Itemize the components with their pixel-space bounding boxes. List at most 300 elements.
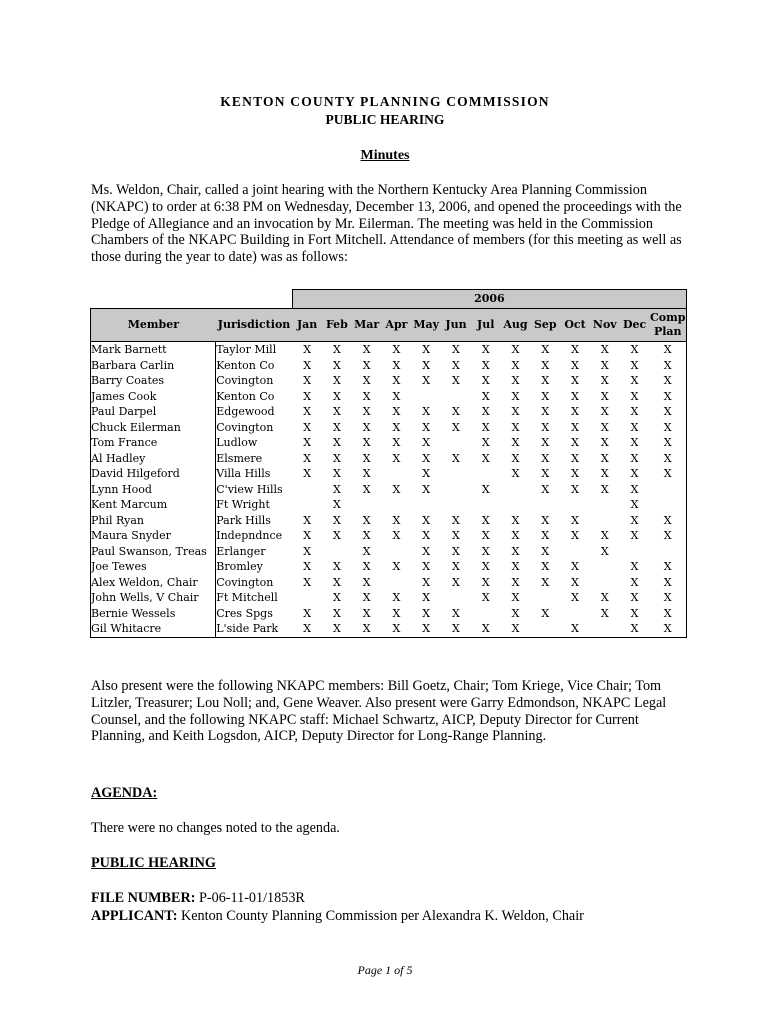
attendance-mark-cell: X [630,451,639,465]
attendance-mark-cell [411,497,441,513]
attendance-mark-cell: X [452,560,460,573]
attendance-mark-cell: X [422,358,431,372]
attendance-mark-cell: X [392,374,401,387]
attendance-mark-cell [530,621,560,637]
attendance-mark-cell: X [452,606,460,620]
attendance-mark-cell: X [332,467,341,480]
page-footer: Page 1 of 5 [357,963,413,977]
attendance-mark-cell: X [392,420,401,434]
member-name-cell: Lynn Hood [91,482,216,498]
attendance-mark-cell: X [630,420,639,434]
jurisdiction-cell: L'side Park [216,621,293,637]
attendance-mark-cell: X [630,575,639,589]
table-row [91,590,687,606]
attendance-mark-cell: X [541,343,550,356]
comp-plan-column-header [649,309,686,342]
attendance-mark-cell: X [649,373,686,389]
attendance-mark-cell: X [481,591,490,604]
attendance-mark-cell: X [571,575,579,589]
attendance-mark-cell: X [422,544,431,558]
attendance-mark-cell: X [392,591,401,604]
attendance-mark-cell: X [332,420,341,434]
attendance-mark-cell: X [600,374,609,387]
attendance-mark-cell: X [600,343,609,356]
table-row [91,621,687,637]
attendance-mark-cell: X [511,591,520,604]
attendance-mark-cell: X [362,560,371,573]
attendance-mark-cell: X [541,405,550,418]
attendance-mark-cell: X [332,451,341,465]
attendance-mark-cell: X [422,436,431,449]
attendance-mark-cell: X [422,560,431,573]
attendance-mark-cell [292,590,322,606]
attendance-mark-cell: X [571,358,579,372]
attendance-mark-cell [441,482,471,498]
attendance-mark-cell: X [571,451,579,465]
attendance-mark-cell: X [649,590,686,606]
jurisdiction-cell: Ludlow [216,435,293,451]
attendance-mark-cell: X [392,482,401,496]
attendance-mark-cell: X [303,405,312,418]
attendance-mark-cell: X [332,405,341,418]
attendance-mark-cell: X [600,482,609,496]
jurisdiction-column-header: Jurisdiction [216,309,293,342]
attendance-mark-cell: X [362,513,371,527]
attendance-mark-cell [441,590,471,606]
month-column-header: Jan [292,309,322,342]
attendance-mark-cell: X [511,575,520,589]
attendance-mark-cell: X [630,513,639,527]
attendance-mark-cell: X [303,420,312,434]
attendance-mark-cell [292,482,322,498]
jurisdiction-cell: Kenton Co [216,358,293,374]
attendance-mark-cell: X [332,389,341,403]
attendance-mark-cell: X [649,451,686,467]
attendance-mark-cell: X [541,436,550,449]
member-name-cell: Tom France [91,435,216,451]
table-row [91,544,687,560]
attendance-mark-cell: X [600,451,609,465]
member-name-cell: Paul Swanson, Treas [91,544,216,560]
attendance-mark-cell: X [481,343,490,356]
attendance-mark-cell: X [541,374,550,387]
attendance-mark-cell: X [541,513,550,527]
month-column-header: Jun [441,309,471,342]
member-name-cell: Al Hadley [91,451,216,467]
attendance-mark-cell [530,497,560,513]
attendance-mark-cell [560,544,590,560]
attendance-mark-cell: X [332,498,341,511]
attendance-mark-cell: X [422,405,431,418]
attendance-mark-cell [501,497,531,513]
attendance-mark-cell: X [571,513,579,527]
month-column-header: Mar [352,309,382,342]
table-row [91,420,687,436]
comp-header-line-2: Plan [653,325,682,338]
member-name-cell: John Wells, V Chair [91,590,216,606]
attendance-mark-cell: X [511,529,520,542]
jurisdiction-cell: Indepndnce [216,528,293,544]
attendance-mark-cell: X [481,513,490,527]
attendance-mark-cell: X [541,560,550,573]
attendance-mark-cell: X [481,544,490,558]
attendance-mark-cell: X [452,343,460,356]
attendance-mark-cell: X [392,343,401,356]
attendance-mark-cell [471,466,501,482]
attendance-mark-cell [322,544,352,560]
attendance-mark-cell: X [571,374,579,387]
attendance-mark-cell: X [452,374,460,387]
attendance-mark-cell: X [600,529,609,542]
attendance-mark-cell: X [471,621,501,637]
attendance-mark-cell: X [332,560,341,573]
attendance-mark-cell: X [422,513,431,527]
month-column-header: Sep [530,309,560,342]
attendance-mark-cell: X [481,358,490,372]
applicant-value: Kenton County Planning Commission per Alexandra K. Weldon, Chair [180,908,584,924]
attendance-mark-cell: X [392,606,401,620]
attendance-mark-cell: X [649,559,686,575]
attendance-mark-cell: X [481,482,490,496]
attendance-mark-cell: X [541,544,550,558]
attendance-mark-cell: X [620,621,650,637]
attendance-mark-cell: X [303,513,312,527]
attendance-mark-cell: X [352,621,382,637]
table-row [91,559,687,575]
public-hearing-heading: PUBLIC HEARING [91,855,216,871]
attendance-mark-cell: X [303,467,312,480]
attendance-mark-cell: X [600,544,609,558]
attendance-mark-cell: X [422,374,431,387]
attendance-mark-cell: X [630,482,639,496]
intro-paragraph: Ms. Weldon, Chair, called a joint hearing with the Northern Kentucky Area Planning Commission (NKAPC) to order at 6:38 PM on Wednesday, December 13, 2006, and opened the proceedings with the Pledge of Allegiance and an invocation by Mr. Eilerman. The meeting was held in the Commission Chambers of the NKAPC Building in Fort Mitchell. Attendance of members (for this meeting as well as those during the year to date) was as follows: [91,182,682,266]
attendance-mark-cell: X [332,358,341,372]
attendance-mark-cell: X [422,420,431,434]
attendance-mark-cell: X [362,343,371,356]
jurisdiction-cell: Edgewood [216,404,293,420]
member-name-cell: Maura Snyder [91,528,216,544]
attendance-mark-cell: X [571,482,579,496]
attendance-mark-cell: X [332,591,341,604]
attendance-mark-cell: X [362,544,371,558]
attendance-mark-cell: X [303,544,312,558]
document-subtitle: PUBLIC HEARING [325,112,445,127]
comp-header-line-1: Comp [650,311,686,324]
member-name-cell: Barry Coates [91,373,216,389]
attendance-mark-cell [590,497,620,513]
table-row [91,606,687,622]
jurisdiction-cell: C'view Hills [216,482,293,498]
attendance-mark-cell: X [481,420,490,434]
month-column-header: Dec [620,309,650,342]
attendance-mark-cell: X [422,575,431,589]
attendance-mark-cell: X [649,435,686,451]
attendance-mark-cell: X [511,343,520,356]
attendance-mark-cell [501,482,531,498]
attendance-mark-cell: X [362,591,371,604]
member-name-cell: Barbara Carlin [91,358,216,374]
attendance-mark-cell: X [392,513,401,527]
attendance-mark-cell: X [630,343,639,356]
jurisdiction-cell: Elsmere [216,451,293,467]
attendance-mark-cell: X [560,621,590,637]
attendance-mark-cell [471,606,501,622]
attendance-mark-cell [382,466,412,482]
jurisdiction-cell: Villa Hills [216,466,293,482]
jurisdiction-cell: Ft Mitchell [216,590,293,606]
attendance-mark-cell: X [303,374,312,387]
jurisdiction-cell: Covington [216,575,293,591]
attendance-mark-cell: X [441,621,471,637]
attendance-mark-cell: X [452,358,460,372]
jurisdiction-cell: Erlanger [216,544,293,560]
attendance-mark-cell: X [332,343,341,356]
attendance-mark-cell: X [511,606,520,620]
table-row [91,513,687,529]
attendance-mark-cell: X [392,529,401,542]
month-column-header: Feb [322,309,352,342]
attendance-mark-cell: X [600,358,609,372]
attendance-mark-cell: X [481,529,490,542]
attendance-mark-cell: X [541,529,550,542]
attendance-mark-cell: X [511,389,520,403]
attendance-mark-cell [649,482,686,498]
attendance-mark-cell: X [649,621,686,637]
attendance-mark-cell: X [332,374,341,387]
attendance-mark-cell: X [600,420,609,434]
attendance-mark-cell: X [481,389,490,403]
attendance-mark-cell [560,606,590,622]
month-column-header: Apr [382,309,412,342]
attendance-mark-cell: X [571,529,579,542]
file-number-value: P-06-11-01/1853R [199,890,305,906]
attendance-mark-cell: X [481,451,490,465]
attendance-mark-cell: X [422,467,431,480]
attendance-mark-cell: X [392,389,401,403]
member-name-cell: Gil Whitacre [91,621,216,637]
attendance-mark-cell: X [392,358,401,372]
attendance-mark-cell: X [541,467,550,480]
attendance-mark-cell: X [511,405,520,418]
attendance-mark-cell: X [362,606,371,620]
jurisdiction-cell: Park Hills [216,513,293,529]
attendance-mark-cell [382,575,412,591]
attendance-mark-cell: X [452,405,460,418]
attendance-mark-cell: X [571,405,579,418]
member-name-cell: Phil Ryan [91,513,216,529]
attendance-mark-cell: X [332,513,341,527]
attendance-mark-cell [441,497,471,513]
attendance-mark-cell: X [481,405,490,418]
table-row [91,342,687,358]
attendance-mark-cell: X [362,389,371,403]
attendance-mark-cell: X [362,529,371,542]
file-number-line [91,890,305,907]
attendance-mark-cell: X [649,389,686,405]
attendance-mark-cell: X [571,389,579,403]
attendance-mark-cell: X [600,606,609,620]
attendance-mark-cell: X [571,467,579,480]
table-row [91,373,687,389]
also-present-paragraph: Also present were the following NKAPC members: Bill Goetz, Chair; Tom Kriege, Vice Chair; Tom Litzler, Treasurer; Lou Noll; and, Gene Weaver. Also present were Garry Edmondson, NKAPC Legal Counsel, and the following NKAPC staff: Michael Schwartz, AICP, Deputy Director for Current Planning, and Keith Logsdon, AICP, Deputy Director for Long-Range Planning. [91,678,667,745]
attendance-mark-cell: X [362,467,371,480]
attendance-mark-cell: X [571,591,579,604]
jurisdiction-cell: Bromley [216,559,293,575]
attendance-mark-cell: X [630,389,639,403]
table-row [91,528,687,544]
file-number-label: FILE NUMBER: [91,890,196,906]
attendance-mark-cell: X [422,529,431,542]
attendance-mark-cell [530,590,560,606]
attendance-mark-cell: X [571,420,579,434]
attendance-mark-cell: X [392,560,401,573]
attendance-mark-cell: X [649,342,686,358]
attendance-mark-cell: X [303,575,312,589]
attendance-mark-cell: X [649,513,686,529]
attendance-mark-cell: X [600,405,609,418]
attendance-mark-cell: X [541,358,550,372]
attendance-mark-cell: X [649,420,686,436]
attendance-mark-cell: X [649,404,686,420]
document-title: KENTON COUNTY PLANNING COMMISSION [220,94,550,109]
attendance-mark-cell: X [392,451,401,465]
attendance-mark-cell: X [541,420,550,434]
member-name-cell: Kent Marcum [91,497,216,513]
attendance-mark-cell: X [303,451,312,465]
attendance-mark-cell: X [332,575,341,589]
jurisdiction-cell: Cres Spgs [216,606,293,622]
attendance-mark-cell: X [303,529,312,542]
attendance-mark-cell: X [452,451,460,465]
attendance-mark-cell: X [541,482,550,496]
attendance-mark-cell: X [481,374,490,387]
attendance-mark-cell: X [481,575,490,589]
table-row [91,575,687,591]
attendance-mark-cell: X [630,529,639,542]
attendance-mark-cell: X [630,405,639,418]
member-name-cell: David Hilgeford [91,466,216,482]
attendance-mark-cell: X [362,405,371,418]
attendance-mark-cell: X [511,451,520,465]
attendance-mark-cell: X [332,529,341,542]
attendance-mark-cell [649,497,686,513]
attendance-mark-cell [411,389,441,405]
attendance-mark-cell: X [501,621,531,637]
applicant-label: APPLICANT: [91,908,178,924]
attendance-mark-cell: X [332,606,341,620]
attendance-mark-cell [590,513,620,529]
month-column-header: Oct [560,309,590,342]
attendance-mark-cell: X [303,343,312,356]
attendance-mark-cell: X [481,436,490,449]
attendance-mark-cell [441,466,471,482]
attendance-mark-cell: X [332,436,341,449]
attendance-mark-cell: X [422,451,431,465]
attendance-mark-cell: X [303,606,312,620]
member-name-cell: James Cook [91,389,216,405]
attendance-mark-cell: X [382,621,412,637]
attendance-table [90,289,687,638]
attendance-mark-cell: X [649,358,686,374]
attendance-mark-cell: X [362,358,371,372]
column-header-row [91,309,687,342]
attendance-mark-cell: X [541,451,550,465]
attendance-mark-cell [590,621,620,637]
table-row [91,358,687,374]
attendance-mark-cell [382,544,412,560]
attendance-mark-cell: X [362,436,371,449]
attendance-mark-cell: X [362,482,371,496]
table-row [91,466,687,482]
attendance-mark-cell: X [630,436,639,449]
attendance-mark-cell: X [511,358,520,372]
attendance-mark-cell: X [303,560,312,573]
member-name-cell: Mark Barnett [91,342,216,358]
attendance-mark-cell: X [452,544,460,558]
jurisdiction-cell: Ft Wright [216,497,293,513]
table-row [91,435,687,451]
year-header: 2006 [292,290,686,309]
attendance-mark-cell: X [411,621,441,637]
attendance-mark-cell: X [571,560,579,573]
attendance-mark-cell [471,497,501,513]
attendance-mark-cell [620,544,650,560]
attendance-mark-cell: X [649,466,686,482]
attendance-mark-cell: X [303,358,312,372]
month-column-header: Aug [501,309,531,342]
jurisdiction-cell: Kenton Co [216,389,293,405]
attendance-mark-cell: X [600,467,609,480]
attendance-mark-cell: X [511,467,520,480]
attendance-mark-cell: X [362,451,371,465]
attendance-mark-cell: X [649,606,686,622]
minutes-heading: Minutes [360,148,410,163]
attendance-mark-cell: X [452,513,460,527]
attendance-mark-cell: X [571,436,579,449]
member-name-cell: Bernie Wessels [91,606,216,622]
attendance-mark-cell [441,389,471,405]
attendance-mark-cell [590,559,620,575]
attendance-mark-cell: X [541,606,550,620]
attendance-mark-cell: X [630,374,639,387]
table-row [91,482,687,498]
attendance-mark-cell: X [362,575,371,589]
table-row [91,404,687,420]
attendance-mark-cell: X [422,482,431,496]
table-row [91,389,687,405]
attendance-mark-cell [590,575,620,591]
attendance-mark-cell [352,497,382,513]
attendance-mark-cell: X [292,621,322,637]
agenda-heading: AGENDA: [91,785,158,801]
month-column-header: Jul [471,309,501,342]
attendance-mark-cell: X [392,405,401,418]
attendance-mark-cell: X [630,467,639,480]
attendance-mark-cell [560,497,590,513]
month-column-header: May [411,309,441,342]
attendance-mark-cell: X [630,498,639,511]
attendance-mark-cell: X [422,591,431,604]
member-name-cell: Paul Darpel [91,404,216,420]
attendance-mark-cell: X [630,606,639,620]
attendance-mark-cell: X [649,528,686,544]
attendance-mark-cell: X [322,621,352,637]
attendance-mark-cell: X [422,606,431,620]
attendance-mark-cell: X [362,420,371,434]
attendance-mark-cell: X [511,544,520,558]
jurisdiction-cell: Covington [216,420,293,436]
attendance-mark-cell: X [511,560,520,573]
